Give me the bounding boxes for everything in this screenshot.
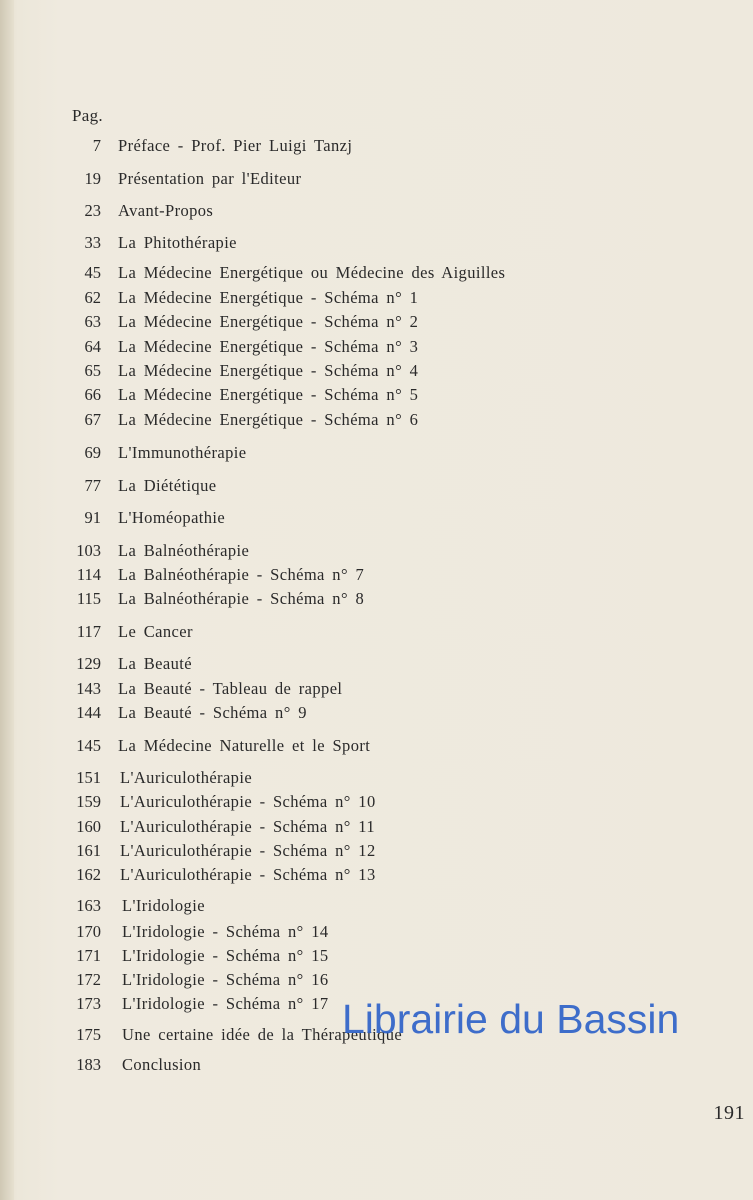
toc-entry bbox=[0, 442, 700, 464]
toc-entry bbox=[0, 653, 700, 675]
toc-entry-title: La Médecine Energétique - Schéma n° 4 bbox=[118, 361, 419, 380]
toc-page-number: 175 bbox=[76, 1025, 101, 1044]
page-number: 191 bbox=[713, 1102, 745, 1124]
toc-entry-title: L'Auriculothérapie - Schéma n° 12 bbox=[120, 841, 376, 860]
toc-page-number: 114 bbox=[76, 565, 101, 584]
toc-entry bbox=[0, 409, 700, 431]
toc-entry bbox=[0, 678, 700, 700]
toc-page-number: 45 bbox=[84, 263, 101, 282]
toc-entry bbox=[0, 895, 700, 917]
toc-page-number: 91 bbox=[84, 508, 101, 527]
toc-entry bbox=[0, 540, 700, 562]
toc-page-number: 69 bbox=[84, 443, 101, 462]
toc-entry-title: L'Homéopathie bbox=[118, 508, 226, 527]
toc-page-number: 64 bbox=[84, 337, 101, 356]
watermark: Librairie du Bassin bbox=[342, 996, 680, 1042]
toc-entry bbox=[0, 840, 700, 862]
toc-page-number: 66 bbox=[84, 385, 101, 404]
toc-page-number: 163 bbox=[76, 896, 101, 915]
toc-entry-title: L'Auriculothérapie - Schéma n° 11 bbox=[120, 817, 375, 836]
toc-page-number: 151 bbox=[76, 768, 101, 787]
toc-entry-title: L'Immunothérapie bbox=[118, 443, 247, 462]
toc-page-number: 65 bbox=[84, 361, 101, 380]
toc-entry bbox=[0, 735, 700, 757]
toc-entry bbox=[0, 360, 700, 382]
toc-page-number: 143 bbox=[76, 679, 101, 698]
toc-page-number: 171 bbox=[76, 946, 101, 965]
toc-page-number: 33 bbox=[84, 233, 101, 252]
toc-entry-title: La Balnéothérapie bbox=[118, 541, 250, 560]
toc-entry bbox=[0, 621, 700, 643]
toc-page-number: 145 bbox=[76, 736, 101, 755]
toc-entry bbox=[0, 864, 700, 886]
toc-entry-title: La Beauté - Tableau de rappel bbox=[118, 679, 343, 698]
page-column-label: Pag. bbox=[72, 106, 103, 125]
toc-page-number: 172 bbox=[76, 970, 101, 989]
toc-entry-title: La Beauté - Schéma n° 9 bbox=[118, 703, 307, 722]
toc-entry-title: La Médecine Energétique - Schéma n° 6 bbox=[118, 410, 419, 429]
toc-entry bbox=[0, 384, 700, 406]
toc-entry-title: Une certaine idée de la Thérapeutique bbox=[122, 1025, 403, 1044]
toc-entry bbox=[0, 168, 700, 190]
toc-page-number: 7 bbox=[92, 136, 101, 155]
toc-entry bbox=[0, 921, 700, 943]
toc-entry-title: La Diététique bbox=[118, 476, 217, 495]
toc-entry bbox=[0, 232, 700, 254]
toc-entry bbox=[0, 969, 700, 991]
toc-entry bbox=[0, 564, 700, 586]
toc-page-number: 67 bbox=[84, 410, 101, 429]
toc-entry-title: L'Iridologie - Schéma n° 16 bbox=[122, 970, 329, 989]
toc-entry-title: L'Iridologie - Schéma n° 17 bbox=[122, 994, 329, 1013]
toc-entry bbox=[0, 262, 700, 284]
toc-page-number: 183 bbox=[76, 1055, 101, 1074]
toc-entry-title: La Balnéothérapie - Schéma n° 8 bbox=[118, 589, 365, 608]
toc-entry bbox=[0, 287, 700, 309]
toc-entry bbox=[0, 200, 700, 222]
toc-entry-title: L'Iridologie bbox=[122, 896, 205, 915]
toc-entry-title: La Beauté bbox=[118, 654, 192, 673]
toc-entry bbox=[0, 311, 700, 333]
toc-entry bbox=[0, 702, 700, 724]
toc-entry-title: Présentation par l'Editeur bbox=[118, 169, 302, 188]
toc-entry-title: L'Iridologie - Schéma n° 15 bbox=[122, 946, 329, 965]
toc-entry bbox=[0, 945, 700, 967]
toc-entry bbox=[0, 135, 700, 157]
toc-entry-title: La Balnéothérapie - Schéma n° 7 bbox=[118, 565, 365, 584]
toc-page-number: 23 bbox=[84, 201, 101, 220]
toc-page-number: 160 bbox=[76, 817, 101, 836]
toc-page-number: 173 bbox=[76, 994, 101, 1013]
toc-page-number: 115 bbox=[76, 589, 101, 608]
toc-page-number: 103 bbox=[76, 541, 101, 560]
toc-entry bbox=[0, 791, 700, 813]
toc-entry-title: La Médecine Energétique - Schéma n° 3 bbox=[118, 337, 419, 356]
toc-entry bbox=[0, 507, 700, 529]
toc-entry-title: L'Auriculothérapie - Schéma n° 10 bbox=[120, 792, 376, 811]
toc-entry bbox=[0, 816, 700, 838]
toc-page-number: 62 bbox=[84, 288, 101, 307]
toc-entry bbox=[0, 588, 700, 610]
toc-entry-title: L'Iridologie - Schéma n° 14 bbox=[122, 922, 329, 941]
toc-entry-title: L'Auriculothérapie bbox=[120, 768, 253, 787]
toc-page-number: 129 bbox=[76, 654, 101, 673]
toc-entry-title: L'Auriculothérapie - Schéma n° 13 bbox=[120, 865, 376, 884]
toc-entry bbox=[0, 1054, 700, 1076]
toc-entry-title: Le Cancer bbox=[118, 622, 193, 641]
toc-entry bbox=[0, 336, 700, 358]
toc-page-number: 159 bbox=[76, 792, 101, 811]
toc-entry-title: La Phitothérapie bbox=[118, 233, 237, 252]
toc-entry-title: Conclusion bbox=[122, 1055, 202, 1074]
toc-entry-title: La Médecine Energétique - Schéma n° 5 bbox=[118, 385, 419, 404]
toc-entry bbox=[0, 767, 700, 789]
toc-page-number: 19 bbox=[84, 169, 101, 188]
toc-entry-title: La Médecine Energétique - Schéma n° 2 bbox=[118, 312, 419, 331]
toc-page-number: 63 bbox=[84, 312, 101, 331]
toc-page-number: 144 bbox=[76, 703, 101, 722]
toc-entry bbox=[0, 475, 700, 497]
toc-page-number: 161 bbox=[76, 841, 101, 860]
toc-page-number: 170 bbox=[76, 922, 101, 941]
toc-entry-title: La Médecine Energétique ou Médecine des Aiguilles bbox=[118, 263, 506, 282]
toc-entry-title: La Médecine Energétique - Schéma n° 1 bbox=[118, 288, 419, 307]
toc-page-number: 77 bbox=[84, 476, 101, 495]
toc-entry-title: La Médecine Naturelle et le Sport bbox=[118, 736, 371, 755]
toc-entry-title: Avant-Propos bbox=[118, 201, 214, 220]
toc-page-number: 162 bbox=[76, 865, 101, 884]
toc-entry-title: Préface - Prof. Pier Luigi Tanzj bbox=[118, 136, 353, 155]
toc-page-number: 117 bbox=[76, 622, 101, 641]
